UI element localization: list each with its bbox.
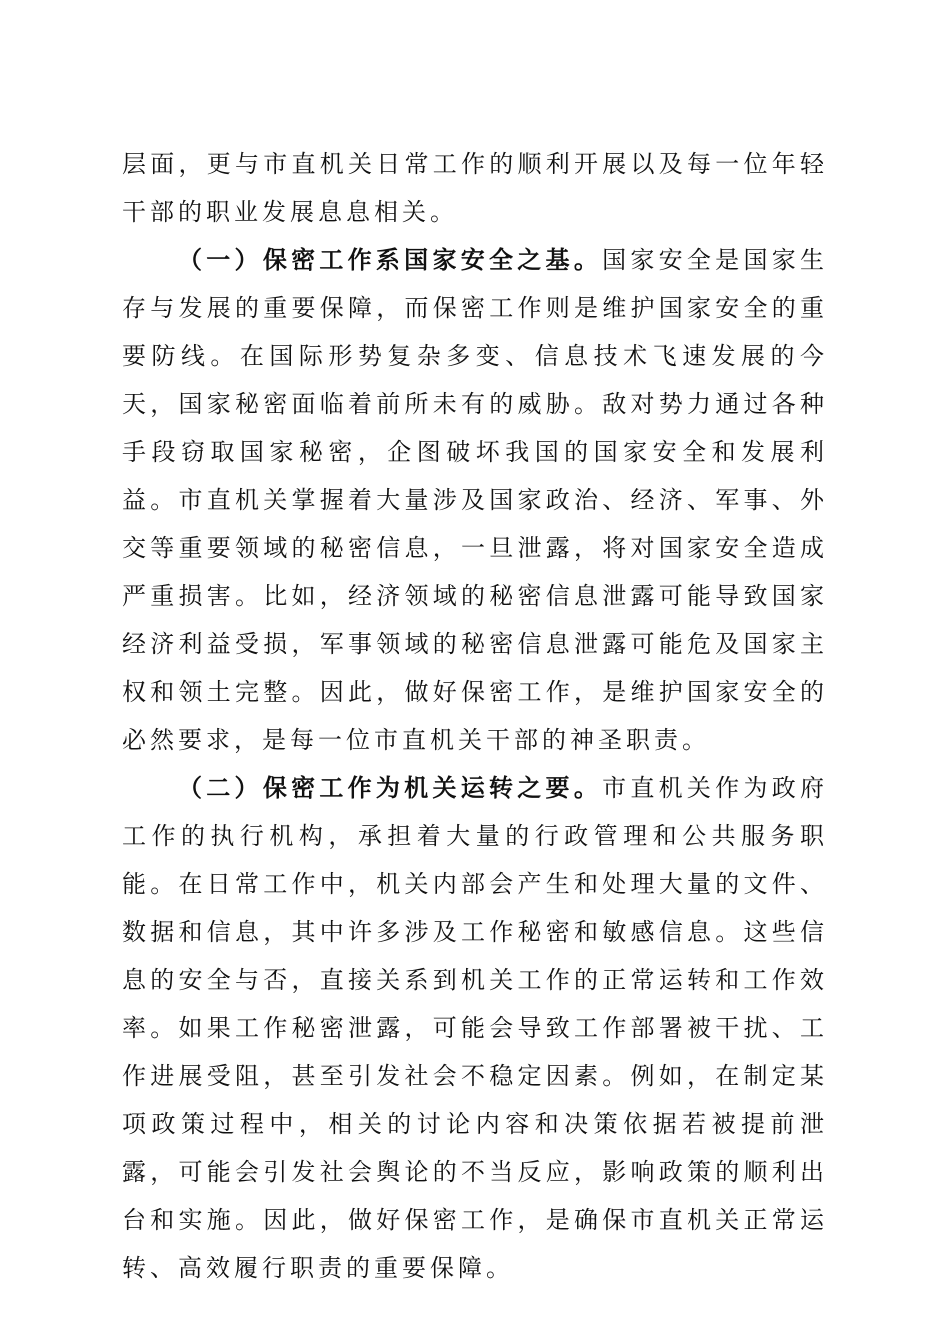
paragraph-body: 市直机关作为政府工作的执行机构，承担着大量的行政管理和公共服务职能。在日常工作中，机关内部会产生和处理大量的文件、数据和信息，其中许多涉及工作秘密和敏感信息。这些信息的安全与否，直接关系到机关工作的正常运转和工作效率。如果工作秘密泄露，可能会导致工作部署被干扰、工作进展受阻，甚至引发社会不稳定因素。例如，在制定某项政策过程中，相关的讨论内容和决策依据若被提前泄露，可能会引发社会舆论的不当反应，影响政策的顺利出台和实施。因此，做好保密工作，是确保市直机关正常运转、高效履行职责的重要保障。	[122, 774, 829, 1282]
paragraph-continuation	[122, 140, 828, 236]
paragraph-body: 层面，更与市直机关日常工作的顺利开展以及每一位年轻干部的职业发展息息相关。	[122, 150, 828, 226]
paragraph-heading: （二）保密工作为机关运转之要。	[178, 773, 603, 802]
paragraph-agency-operation	[122, 764, 828, 1292]
paragraph-body: 国家安全是国家生存与发展的重要保障，而保密工作则是维护国家安全的重要防线。在国际形势复杂多变、信息技术飞速发展的今天，国家秘密面临着前所未有的威胁。敌对势力通过各种手段窃取国家秘密，企图破坏我国的国家安全和发展利益。市直机关掌握着大量涉及国家政治、经济、军事、外交等重要领域的秘密信息，一旦泄露，将对国家安全造成严重损害。比如，经济领域的秘密信息泄露可能导致国家经济利益受损，军事领域的秘密信息泄露可能危及国家主权和领土完整。因此，做好保密工作，是维护国家安全的必然要求，是每一位市直机关干部的神圣职责。	[122, 246, 829, 754]
paragraph-national-security	[122, 236, 828, 764]
document-body	[122, 140, 828, 1292]
paragraph-heading: （一）保密工作系国家安全之基。	[178, 245, 603, 274]
